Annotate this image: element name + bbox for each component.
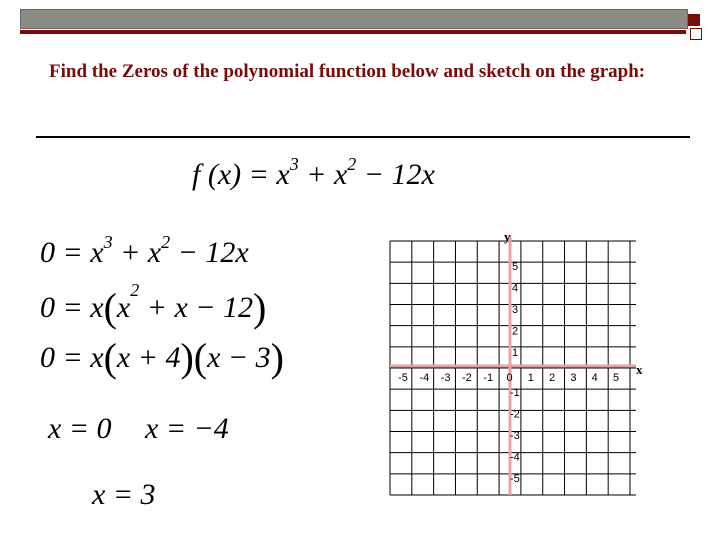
x-tick-label: -2: [462, 372, 472, 384]
y-tick-label: 1: [512, 347, 519, 359]
function-equation: f $(x) = x^3 + x^2 - 12x$: [192, 154, 435, 191]
slide-heading: Find the Zeros of the polynomial function below and sketch on the graph:: [49, 61, 646, 82]
x-tick-label: 0: [506, 372, 513, 384]
y-tick-label: 4: [512, 282, 519, 295]
y-axis-label: y: [504, 229, 511, 244]
solution-x-0: x = 0: [48, 412, 112, 445]
step-2-equation: $0 = x(x^2 + x - 12)$: [40, 280, 267, 330]
y-tick-label: -2: [510, 408, 520, 421]
y-tick-label: -3: [510, 430, 520, 442]
y-tick-label: -4: [510, 451, 520, 464]
x-tick-label: 3: [570, 372, 577, 384]
step-1-equation: $0 = x^3 + x^2 - 12x$: [40, 232, 249, 269]
y-tick-label: 2: [512, 325, 519, 338]
x-tick-label: -3: [440, 372, 451, 384]
heading-divider: [36, 136, 690, 138]
x-tick-label: 5: [612, 372, 620, 384]
y-tick-label: -1: [510, 387, 520, 399]
x-axis-label: x: [636, 362, 643, 377]
y-tick-label: 3: [512, 304, 519, 316]
corner-square-filled: [688, 14, 700, 26]
x-tick-label: -5: [398, 372, 408, 384]
title-bar-decoration: [20, 9, 688, 29]
solution-x-3: x = 3: [92, 478, 156, 511]
x-tick-label: -1: [483, 372, 494, 384]
x-tick-label: 2: [549, 372, 556, 384]
solution-x-neg4: x = −4: [145, 412, 229, 445]
x-tick-label: -4: [419, 372, 430, 384]
y-tick-label: -5: [510, 473, 520, 485]
step-3-equation: 0 = x(x + 4)(x − 3): [40, 335, 284, 380]
title-underline-decoration: [20, 30, 686, 34]
x-tick-label: 4: [591, 372, 598, 384]
corner-square-outline: [690, 28, 702, 40]
coordinate-grid: [380, 225, 650, 500]
y-tick-label: 5: [512, 261, 519, 273]
x-tick-label: 1: [527, 372, 534, 384]
